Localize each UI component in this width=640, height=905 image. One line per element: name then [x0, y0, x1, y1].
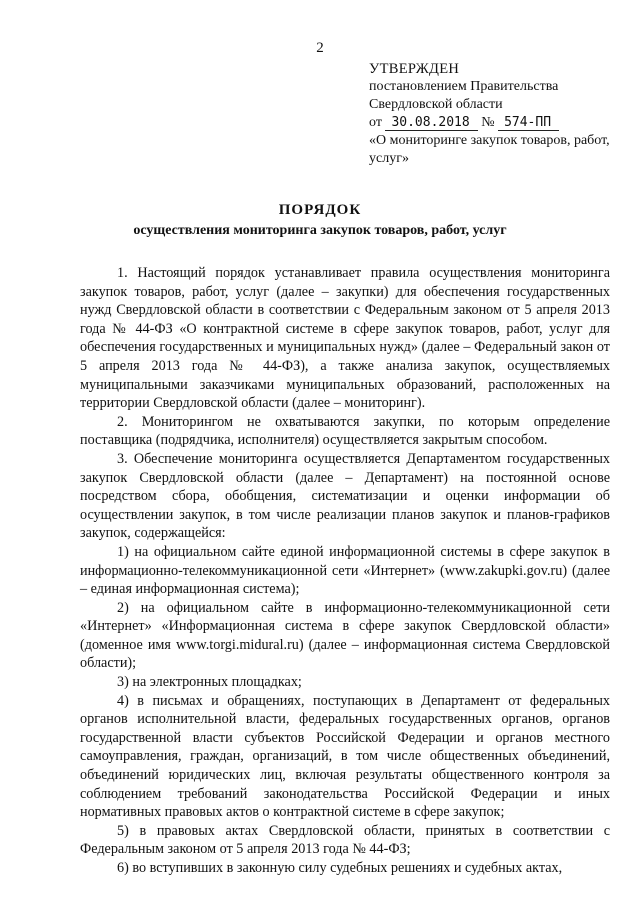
approval-line-2: Свердловской области: [369, 97, 503, 112]
paragraph-1: 1. Настоящий порядок устанавливает правила осуществления мониторинга закупок товаров, работ, услуг (далее – закупки) для обеспечения государственных нужд Свердловской области в соответствии с Федеральным законом от 5 апреля 2013 года № 44-ФЗ «О контрактной системе в сфере закупок товаров, работ, услуг для обеспечения государственных и муниципальных нужд» (далее – Федеральный закон от 5 апреля 2013 года № 44-ФЗ), а также анализа закупок, осуществляемых муниципальными заказчиками муниципальных образований, расположенных на территории Свердловской области (далее – мониторинг).: [80, 265, 610, 412]
list-item-5: 5) в правовых актах Свердловской области, принятых в соответствии с Федеральным законом от 5 апреля 2013 года № 44-ФЗ;: [80, 822, 610, 858]
document-subtitle: осуществления мониторинга закупок товаров, работ, услуг: [133, 223, 507, 238]
list-item-4: 4) в письмах и обращениях, поступающих в Департамент от федеральных органов исполнительной власти, федеральных государственных органов, органов государственной власти субъектов Российской Федерации и органов местного самоуправления, граждан, организаций, в том числе общественных объединений, объединений юридических лиц, включая результаты общественного контроля за соблюдением требований законодательства Российской Федерации и иных нормативных правовых актов о контрактной системе в сфере закупок;: [80, 692, 610, 821]
document-title: ПОРЯДОК: [278, 202, 362, 218]
list-item-1: 1) на официальном сайте единой информационной системы в сфере закупок в информационно-телекоммуникационной сети «Интернет» (www.zakupki.gov.ru) (далее – единая информационная система);: [80, 543, 610, 598]
approval-date: 30.08.2018: [385, 116, 477, 131]
number-prefix: №: [481, 115, 495, 130]
paragraph-2: 2. Мониторингом не охватываются закупки, по которым определение поставщика (подрядчика, исполнителя) осуществляется закрытым способом.: [80, 413, 610, 449]
approval-line-1: постановлением Правительства: [369, 79, 559, 94]
approval-number: 574-ПП: [498, 116, 559, 131]
approval-date-line: [369, 114, 619, 132]
list-item-2: 2) на официальном сайте в информационно-телекоммуникационной сети «Интернет» «Информационная система в сфере закупок Свердловской области» (доменное имя www.torgi.midural.ru) (далее – информационная система Свердловской области);: [80, 599, 610, 672]
document-heading: [0, 200, 640, 240]
page-number: 2: [316, 40, 324, 56]
list-item-6: 6) во вступивших в законную силу судебных решениях и судебных актах,: [117, 860, 563, 876]
paragraph-3: 3. Обеспечение мониторинга осуществляется Департаментом государственных закупок Свердловской области (далее – Департамент) на постоянной основе посредством сбора, обобщения, систематизации и оценки информации об осуществлении закупок, в том числе реализации планов закупок и планов-графиков закупок, содержащейся:: [80, 450, 610, 542]
list-item-3: 3) на электронных площадках;: [117, 674, 302, 691]
approval-subject: «О мониторинге закупок товаров, работ, услуг»: [369, 133, 610, 166]
approval-title: УТВЕРЖДЕН: [369, 61, 460, 77]
date-prefix: от: [369, 115, 382, 130]
approval-stamp: [369, 60, 619, 168]
document-body: [80, 264, 610, 878]
